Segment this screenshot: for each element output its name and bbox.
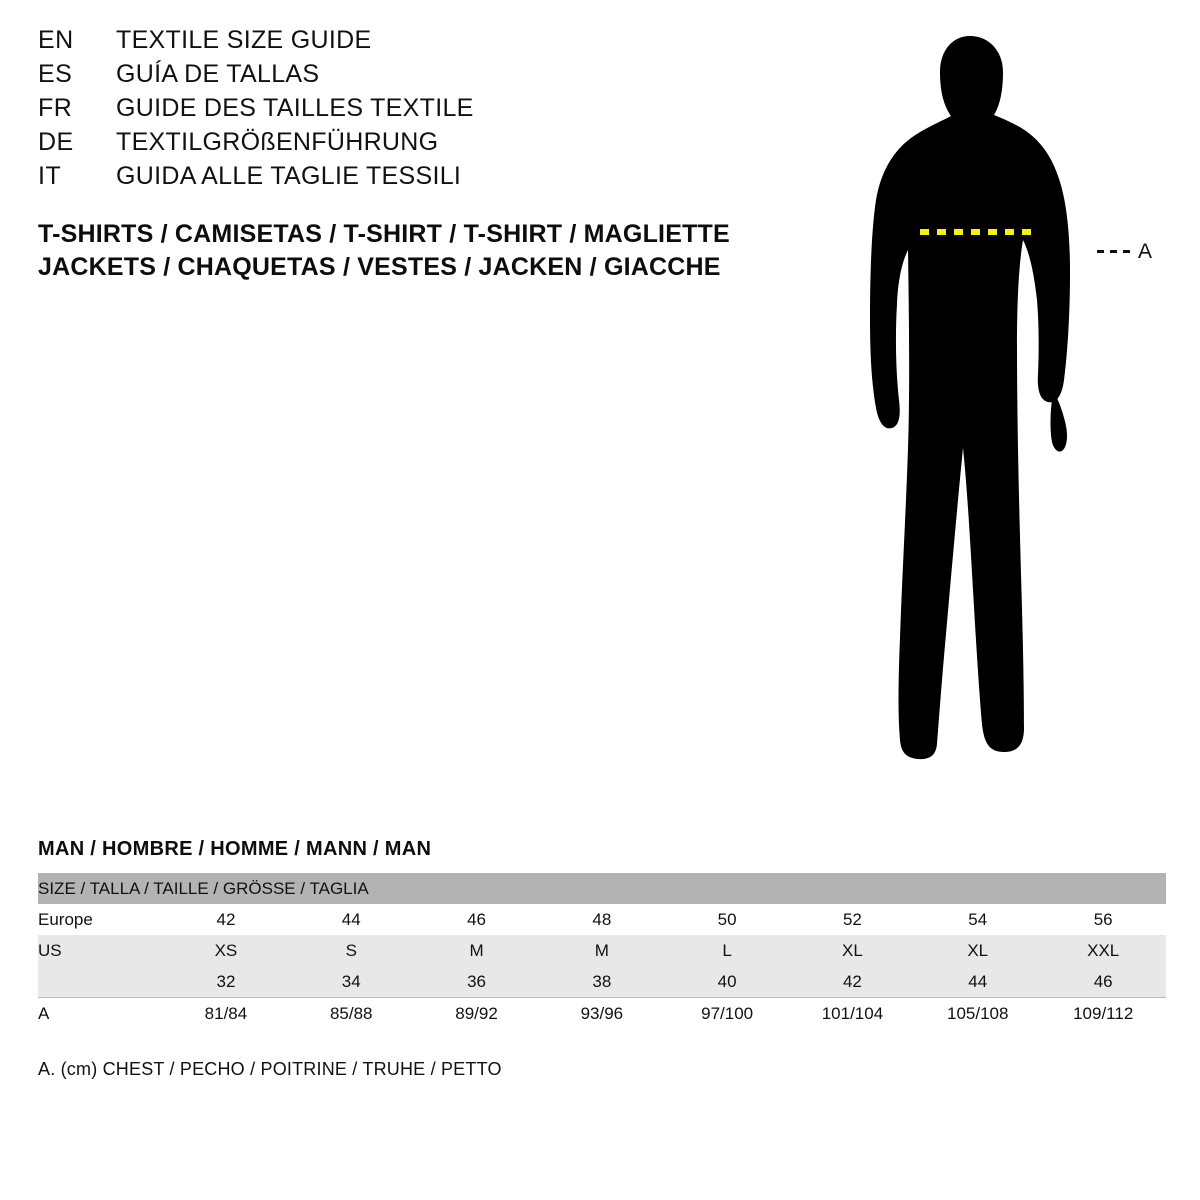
language-code: FR bbox=[38, 94, 73, 122]
language-row bbox=[38, 128, 778, 162]
header-block bbox=[38, 26, 778, 284]
row-label: Europe bbox=[38, 904, 163, 935]
category-line: T-SHIRTS / CAMISETAS / T-SHIRT / T-SHIRT / MAGLIETTE bbox=[38, 220, 730, 248]
language-text: GUIDA ALLE TAGLIE TESSILI bbox=[116, 162, 462, 190]
row-label: US bbox=[38, 935, 163, 966]
table-cell: 50 bbox=[664, 904, 789, 935]
table-cell: XS bbox=[163, 935, 288, 966]
table-cell: 81/84 bbox=[163, 998, 288, 1030]
table-cell: 93/96 bbox=[539, 998, 664, 1030]
table-row bbox=[38, 935, 1166, 966]
gender-title: MAN / HOMBRE / HOMME / MANN / MAN bbox=[38, 838, 432, 860]
table-cell: 85/88 bbox=[289, 998, 414, 1030]
table-cell: L bbox=[664, 935, 789, 966]
language-code: ES bbox=[38, 60, 73, 88]
table-cell: 109/112 bbox=[1040, 998, 1166, 1030]
row-label bbox=[38, 966, 163, 998]
table-cell: 52 bbox=[790, 904, 915, 935]
male-silhouette-icon bbox=[820, 18, 1180, 788]
table-cell: S bbox=[289, 935, 414, 966]
language-code: IT bbox=[38, 162, 62, 190]
table-cell: XL bbox=[915, 935, 1040, 966]
table-cell: M bbox=[414, 935, 539, 966]
table-cell: XXL bbox=[1040, 935, 1166, 966]
table-row bbox=[38, 904, 1166, 935]
table-cell: 48 bbox=[539, 904, 664, 935]
language-code: EN bbox=[38, 26, 74, 54]
table-cell: 44 bbox=[915, 966, 1040, 998]
language-text: GUÍA DE TALLAS bbox=[116, 60, 320, 88]
table-cell: 32 bbox=[163, 966, 288, 998]
table-header-label: SIZE / TALLA / TAILLE / GRÖSSE / TAGLIA bbox=[38, 873, 1166, 904]
body-figure bbox=[820, 18, 1180, 788]
language-row bbox=[38, 162, 778, 196]
table-cell: 105/108 bbox=[915, 998, 1040, 1030]
size-table-section bbox=[38, 838, 1166, 1080]
category-line: JACKETS / CHAQUETAS / VESTES / JACKEN / GIACCHE bbox=[38, 253, 721, 281]
row-label: A bbox=[38, 998, 163, 1030]
size-table bbox=[38, 873, 1166, 1029]
category-list bbox=[38, 218, 778, 284]
table-cell: XL bbox=[790, 935, 915, 966]
table-cell: 40 bbox=[664, 966, 789, 998]
table-cell: M bbox=[539, 935, 664, 966]
table-header-row bbox=[38, 873, 1166, 904]
table-cell: 38 bbox=[539, 966, 664, 998]
language-row bbox=[38, 26, 778, 60]
language-row bbox=[38, 94, 778, 128]
table-cell: 101/104 bbox=[790, 998, 915, 1030]
table-cell: 89/92 bbox=[414, 998, 539, 1030]
measure-leader-dots bbox=[1097, 250, 1131, 253]
table-cell: 36 bbox=[414, 966, 539, 998]
table-footnote: A. (cm) CHEST / PECHO / POITRINE / TRUHE / PETTO bbox=[38, 1059, 502, 1079]
measure-label-a: A bbox=[1138, 240, 1153, 263]
table-cell: 44 bbox=[289, 904, 414, 935]
table-cell: 97/100 bbox=[664, 998, 789, 1030]
table-row bbox=[38, 966, 1166, 998]
language-code: DE bbox=[38, 128, 74, 156]
table-row bbox=[38, 998, 1166, 1030]
table-cell: 34 bbox=[289, 966, 414, 998]
table-cell: 42 bbox=[163, 904, 288, 935]
table-cell: 46 bbox=[414, 904, 539, 935]
table-cell: 46 bbox=[1040, 966, 1166, 998]
table-cell: 42 bbox=[790, 966, 915, 998]
language-row bbox=[38, 60, 778, 94]
language-text: TEXTILGRÖßENFÜHRUNG bbox=[116, 128, 439, 156]
language-text: GUIDE DES TAILLES TEXTILE bbox=[116, 94, 474, 122]
table-cell: 54 bbox=[915, 904, 1040, 935]
language-text: TEXTILE SIZE GUIDE bbox=[116, 26, 372, 54]
table-cell: 56 bbox=[1040, 904, 1166, 935]
